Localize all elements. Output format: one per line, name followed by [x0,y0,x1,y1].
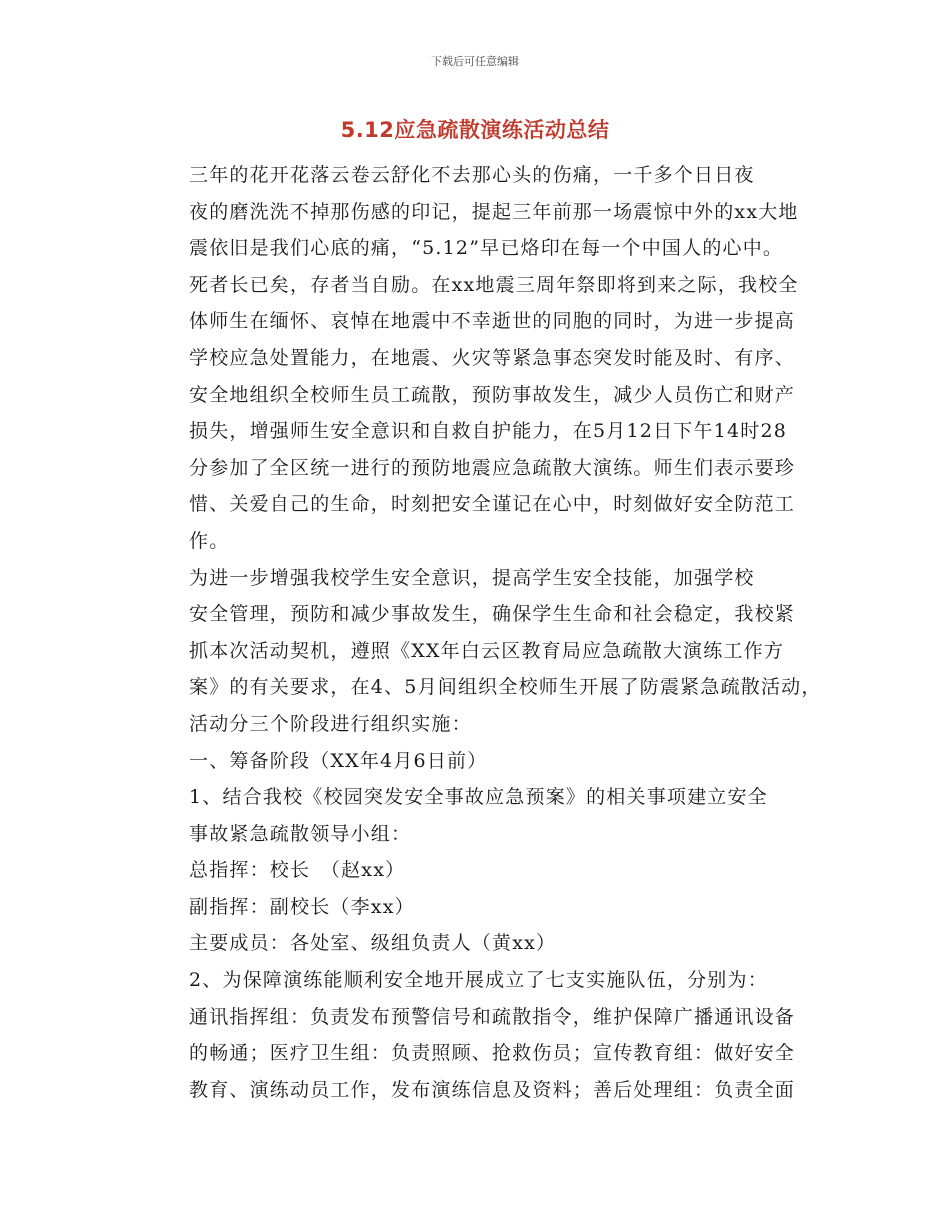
text-line: 安全管理，预防和减少事故发生，确保学生生命和社会稳定，我校紧 [189,603,796,626]
text-line: 死者长已矣，存者当自励。在xx地震三周年祭即将到来之际，我校全 [189,273,799,296]
text-line: 分参加了全区统一进行的预防地震应急疏散大演练。师生们表示要珍 [189,456,796,479]
text-line: 活动分三个阶段进行组织实施： [189,712,472,735]
paragraph [143,889,807,926]
text-line: 为进一步增强我校学生安全意识，提高学生安全技能，加强学校 [189,566,755,589]
text-line: 抓本次活动契机，遵照《XX年白云区教育局应急疏散大演练工作方 [189,639,785,662]
text-line: 1、结合我校《校园突发安全事故应急预案》的相关事项建立安全 [189,786,768,809]
paragraph [143,157,807,560]
text-line: 三年的花开花落云卷云舒化不去那心头的伤痛，一千多个日日夜 [189,164,755,186]
document-body [143,157,822,1108]
text-line: 惜、关爱自己的生命，时刻把安全谨记在心中，时刻做好安全防范工 [189,493,796,516]
text-line: 2、为保障演练能顺利安全地开展成立了七支实施队伍，分别为： [189,969,768,992]
text-line: 总指挥：校长 （赵xx） [189,859,406,882]
text-line: 安全地组织全校师生员工疏散，预防事故发生，减少人员伤亡和财产 [189,383,796,406]
text-line: 事故紧急疏散领导小组： [189,822,412,845]
text-line: 通讯指挥组：负责发布预警信号和疏散指令，维护保障广播通讯设备 [189,1005,796,1028]
text-line: 副指挥：副校长（李xx） [189,895,415,918]
paragraph [143,743,807,780]
text-line: 夜的磨洗洗不掉那伤感的印记，提起三年前那一场震惊中外的xx大地 [189,200,799,223]
paragraph [143,779,807,852]
text-line: 学校应急处置能力，在地震、火灾等紧急事态突发时能及时、有序、 [189,346,796,369]
text-line: 震依旧是我们心底的痛，“5.12”早已烙印在每一个中国人的心中。 [189,237,784,260]
paragraph [143,852,807,889]
text-line: 一、筹备阶段（XX年4月6日前） [189,749,488,772]
document-title: 5.12应急疏散演练活动总结 [340,118,610,142]
text-line: 的畅通；医疗卫生组：负责照顾、抢救伤员；宣传教育组：做好安全 [189,1042,796,1065]
text-line: 作。 [189,529,230,552]
paragraph [143,925,807,962]
text-line: 体师生在缅怀、哀悼在地震中不幸逝世的同胞的同时，为进一步提高 [189,310,796,333]
text-line: 损失，增强师生安全意识和自救自护能力，在5月12日下午14时28 [189,420,788,443]
text-line: 主要成员：各处室、级组负责人（黄xx） [189,932,557,955]
text-line: 教育、演练动员工作，发布演练信息及资料；善后处理组：负责全面 [189,1078,796,1101]
paragraph [143,962,807,1108]
text-line: 案》的有关要求，在4、5月间组织全校师生开展了防震紧急疏散活动， [189,676,822,699]
page-header: 下载后可任意编辑 [431,55,519,68]
paragraph [143,560,822,743]
